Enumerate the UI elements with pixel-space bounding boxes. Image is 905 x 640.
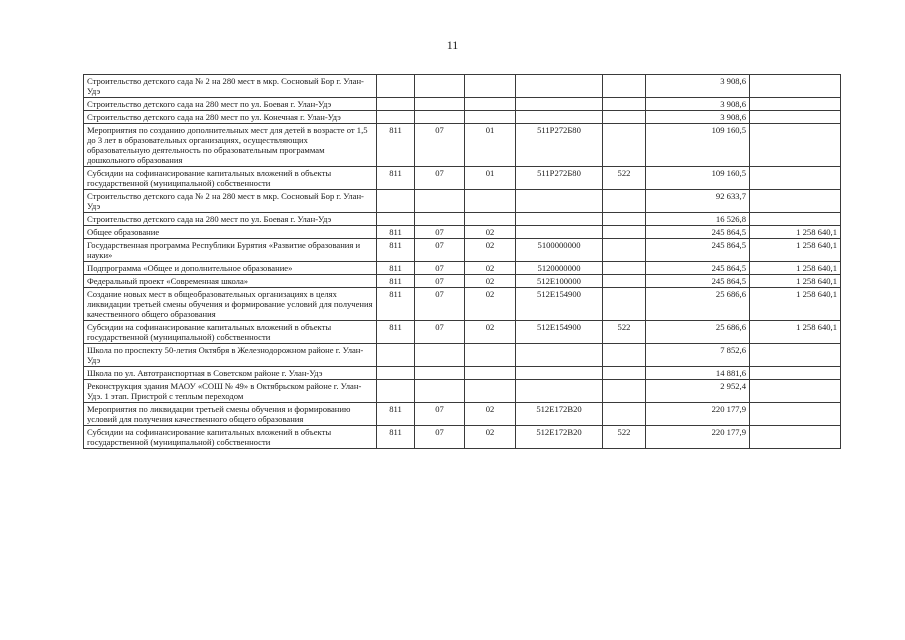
cell-subsection <box>465 75 516 98</box>
cell-amount-2 <box>750 367 841 380</box>
cell-subsection <box>465 344 516 367</box>
cell-section <box>415 213 465 226</box>
cell-name: Реконструкция здания МАОУ «СОШ № 49» в Октябрьском районе г. Улан-Удэ. 1 этап. Пристрой с теплым переходом <box>84 380 377 403</box>
cell-section <box>415 75 465 98</box>
cell-target-article: 512E172B20 <box>516 403 603 426</box>
cell-target-article <box>516 344 603 367</box>
cell-section <box>415 380 465 403</box>
cell-grbs: 811 <box>377 321 415 344</box>
cell-grbs <box>377 380 415 403</box>
cell-expense-type <box>603 380 646 403</box>
cell-section <box>415 98 465 111</box>
cell-amount-1: 25 686,6 <box>646 321 750 344</box>
table-row <box>84 226 841 239</box>
cell-subsection: 02 <box>465 403 516 426</box>
cell-subsection <box>465 190 516 213</box>
cell-amount-1: 3 908,6 <box>646 111 750 124</box>
cell-expense-type <box>603 213 646 226</box>
cell-subsection <box>465 380 516 403</box>
cell-target-article <box>516 380 603 403</box>
cell-amount-1: 3 908,6 <box>646 98 750 111</box>
cell-section: 07 <box>415 262 465 275</box>
cell-expense-type: 522 <box>603 167 646 190</box>
cell-section <box>415 367 465 380</box>
cell-subsection <box>465 111 516 124</box>
cell-section <box>415 344 465 367</box>
cell-amount-1: 245 864,5 <box>646 262 750 275</box>
cell-amount-1: 245 864,5 <box>646 226 750 239</box>
cell-name: Государственная программа Республики Бурятия «Развитие образования и науки» <box>84 239 377 262</box>
cell-subsection: 02 <box>465 239 516 262</box>
cell-section: 07 <box>415 275 465 288</box>
cell-amount-1: 109 160,5 <box>646 167 750 190</box>
table-row <box>84 111 841 124</box>
cell-subsection: 01 <box>465 124 516 167</box>
cell-amount-2: 1 258 640,1 <box>750 321 841 344</box>
cell-amount-2: 1 258 640,1 <box>750 288 841 321</box>
cell-section: 07 <box>415 403 465 426</box>
cell-amount-1: 220 177,9 <box>646 403 750 426</box>
cell-subsection <box>465 98 516 111</box>
cell-amount-2 <box>750 167 841 190</box>
cell-amount-1: 14 881,6 <box>646 367 750 380</box>
cell-amount-1: 109 160,5 <box>646 124 750 167</box>
cell-target-article: 512E154900 <box>516 321 603 344</box>
cell-amount-1: 245 864,5 <box>646 275 750 288</box>
cell-expense-type: 522 <box>603 321 646 344</box>
cell-amount-2 <box>750 111 841 124</box>
cell-grbs <box>377 75 415 98</box>
cell-target-article <box>516 75 603 98</box>
cell-target-article: 511P272Б80 <box>516 167 603 190</box>
cell-section: 07 <box>415 124 465 167</box>
cell-name: Школа по ул. Автотранспортная в Советском районе г. Улан-Удэ <box>84 367 377 380</box>
cell-subsection: 02 <box>465 262 516 275</box>
table-row <box>84 321 841 344</box>
page-number: 11 <box>446 38 459 52</box>
cell-target-article <box>516 226 603 239</box>
table-row <box>84 98 841 111</box>
table-row <box>84 190 841 213</box>
table-row <box>84 403 841 426</box>
cell-expense-type <box>603 111 646 124</box>
cell-name: Общее образование <box>84 226 377 239</box>
cell-amount-2 <box>750 124 841 167</box>
cell-amount-2: 1 258 640,1 <box>750 239 841 262</box>
cell-grbs <box>377 190 415 213</box>
table-row <box>84 75 841 98</box>
cell-section: 07 <box>415 288 465 321</box>
cell-subsection: 02 <box>465 321 516 344</box>
cell-name: Строительство детского сада на 280 мест по ул. Конечная г. Улан-Удэ <box>84 111 377 124</box>
cell-amount-2: 1 258 640,1 <box>750 262 841 275</box>
cell-section: 07 <box>415 321 465 344</box>
table-row <box>84 288 841 321</box>
cell-name: Школа по проспекту 50-летия Октября в Железнодорожном районе г. Улан-Удэ <box>84 344 377 367</box>
cell-section <box>415 190 465 213</box>
cell-grbs: 811 <box>377 288 415 321</box>
cell-expense-type <box>603 239 646 262</box>
cell-amount-1: 245 864,5 <box>646 239 750 262</box>
cell-amount-2 <box>750 344 841 367</box>
cell-grbs: 811 <box>377 226 415 239</box>
cell-target-article <box>516 111 603 124</box>
cell-target-article <box>516 190 603 213</box>
cell-target-article: 5120000000 <box>516 262 603 275</box>
cell-name: Строительство детского сада на 280 мест по ул. Боевая г. Улан-Удэ <box>84 213 377 226</box>
cell-grbs: 811 <box>377 426 415 449</box>
cell-expense-type <box>603 124 646 167</box>
cell-subsection <box>465 213 516 226</box>
cell-amount-2 <box>750 98 841 111</box>
cell-grbs <box>377 367 415 380</box>
cell-amount-2: 1 258 640,1 <box>750 226 841 239</box>
table-row <box>84 344 841 367</box>
cell-amount-2 <box>750 380 841 403</box>
cell-grbs <box>377 111 415 124</box>
cell-amount-1: 2 952,4 <box>646 380 750 403</box>
cell-amount-2 <box>750 75 841 98</box>
cell-name: Подпрограмма «Общее и дополнительное образование» <box>84 262 377 275</box>
cell-expense-type <box>603 190 646 213</box>
cell-expense-type <box>603 344 646 367</box>
cell-section: 07 <box>415 426 465 449</box>
table-row <box>84 124 841 167</box>
table-row <box>84 262 841 275</box>
budget-table <box>83 74 841 449</box>
cell-section: 07 <box>415 226 465 239</box>
cell-expense-type <box>603 288 646 321</box>
cell-grbs <box>377 344 415 367</box>
cell-grbs <box>377 213 415 226</box>
cell-amount-1: 92 633,7 <box>646 190 750 213</box>
cell-grbs: 811 <box>377 262 415 275</box>
cell-grbs: 811 <box>377 403 415 426</box>
cell-amount-2 <box>750 403 841 426</box>
table-row <box>84 275 841 288</box>
cell-target-article <box>516 213 603 226</box>
cell-name: Мероприятия по созданию дополнительных мест для детей в возрасте от 1,5 до 3 лет в образовательных организациях, осуществляющих образовательную деятельность по образовательным программам дошкольного образования <box>84 124 377 167</box>
cell-expense-type <box>603 367 646 380</box>
cell-name: Федеральный проект «Современная школа» <box>84 275 377 288</box>
cell-expense-type: 522 <box>603 426 646 449</box>
cell-subsection: 02 <box>465 426 516 449</box>
table-row <box>84 213 841 226</box>
table-row <box>84 380 841 403</box>
cell-expense-type <box>603 98 646 111</box>
cell-amount-2 <box>750 426 841 449</box>
table-row <box>84 367 841 380</box>
cell-name: Мероприятия по ликвидации третьей смены обучения и формированию условий для получения качественного общего образования <box>84 403 377 426</box>
cell-subsection: 02 <box>465 288 516 321</box>
cell-subsection: 02 <box>465 226 516 239</box>
cell-expense-type <box>603 75 646 98</box>
cell-section <box>415 111 465 124</box>
table-row <box>84 167 841 190</box>
cell-amount-1: 3 908,6 <box>646 75 750 98</box>
cell-grbs: 811 <box>377 124 415 167</box>
table-body <box>84 75 841 449</box>
cell-grbs: 811 <box>377 275 415 288</box>
cell-name: Строительство детского сада № 2 на 280 мест в мкр. Сосновый Бор г. Улан-Удэ <box>84 75 377 98</box>
cell-amount-1: 220 177,9 <box>646 426 750 449</box>
cell-target-article <box>516 367 603 380</box>
cell-grbs: 811 <box>377 239 415 262</box>
cell-name: Строительство детского сада на 280 мест по ул. Боевая г. Улан-Удэ <box>84 98 377 111</box>
table-row <box>84 426 841 449</box>
cell-name: Субсидии на софинансирование капитальных вложений в объекты государственной (муниципальной) собственности <box>84 321 377 344</box>
cell-target-article: 511P272Б80 <box>516 124 603 167</box>
cell-amount-2 <box>750 213 841 226</box>
cell-name: Субсидии на софинансирование капитальных вложений в объекты государственной (муниципальной) собственности <box>84 426 377 449</box>
table-row <box>84 239 841 262</box>
cell-subsection: 01 <box>465 167 516 190</box>
cell-expense-type <box>603 226 646 239</box>
cell-section: 07 <box>415 167 465 190</box>
cell-amount-2: 1 258 640,1 <box>750 275 841 288</box>
cell-target-article <box>516 98 603 111</box>
cell-name: Строительство детского сада № 2 на 280 мест в мкр. Сосновый Бор г. Улан-Удэ <box>84 190 377 213</box>
cell-expense-type <box>603 275 646 288</box>
cell-target-article: 512E154900 <box>516 288 603 321</box>
cell-name: Создание новых мест в общеобразовательных организациях в целях ликвидации третьей смены обучения и формирование условий для получения качественного общего образования <box>84 288 377 321</box>
cell-name: Субсидии на софинансирование капитальных вложений в объекты государственной (муниципальной) собственности <box>84 167 377 190</box>
cell-grbs: 811 <box>377 167 415 190</box>
cell-target-article: 5100000000 <box>516 239 603 262</box>
cell-amount-1: 25 686,6 <box>646 288 750 321</box>
cell-section: 07 <box>415 239 465 262</box>
cell-grbs <box>377 98 415 111</box>
cell-expense-type <box>603 403 646 426</box>
cell-subsection <box>465 367 516 380</box>
cell-target-article: 512E172B20 <box>516 426 603 449</box>
cell-amount-1: 7 852,6 <box>646 344 750 367</box>
cell-target-article: 512E100000 <box>516 275 603 288</box>
cell-subsection: 02 <box>465 275 516 288</box>
cell-expense-type <box>603 262 646 275</box>
cell-amount-1: 16 526,8 <box>646 213 750 226</box>
cell-amount-2 <box>750 190 841 213</box>
